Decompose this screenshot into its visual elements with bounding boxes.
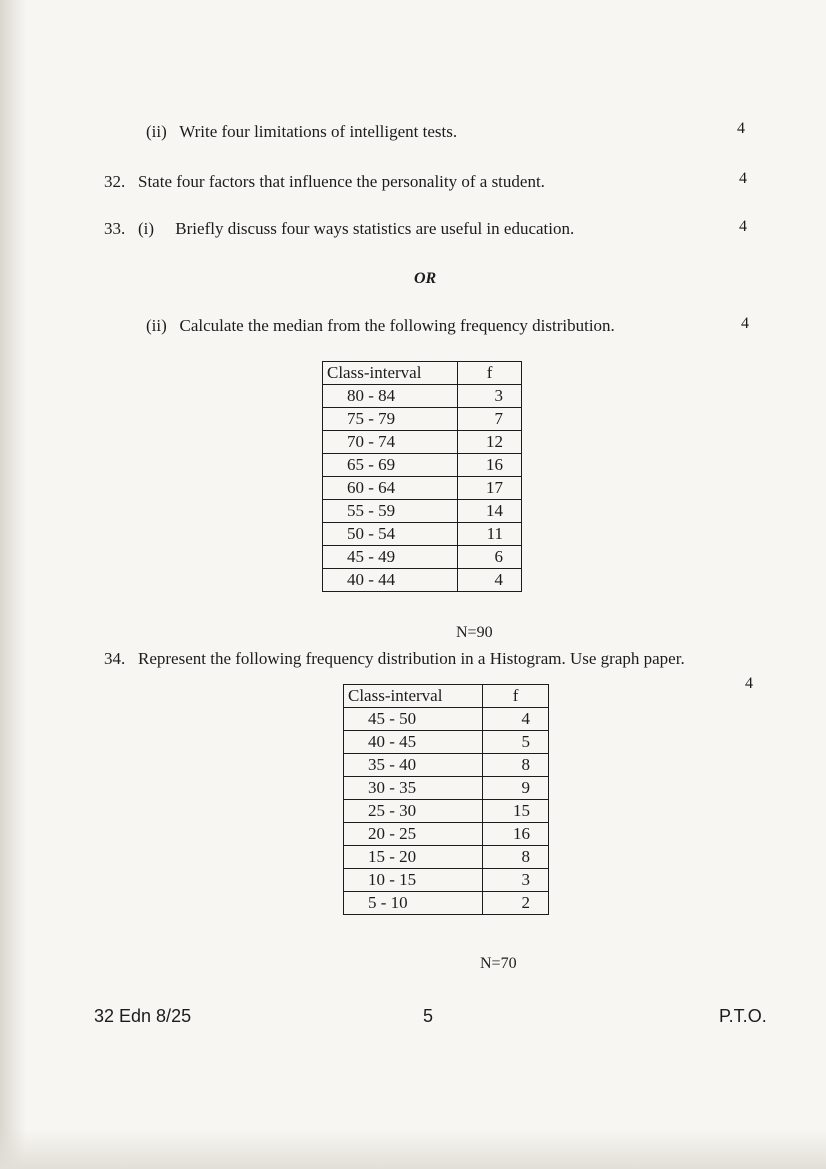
frequency-cell: 15 bbox=[483, 800, 549, 823]
column-header: Class-interval bbox=[323, 362, 458, 385]
frequency-cell: 5 bbox=[483, 731, 549, 754]
question-31-ii bbox=[146, 122, 457, 142]
class-interval-cell: 50 - 54 bbox=[323, 523, 458, 546]
class-interval-cell: 60 - 64 bbox=[323, 477, 458, 500]
part-label: (ii) bbox=[146, 122, 167, 141]
table-row bbox=[323, 569, 522, 592]
question-33-ii bbox=[146, 316, 615, 336]
table-row bbox=[323, 454, 522, 477]
question-32 bbox=[104, 172, 545, 192]
page-shadow bbox=[0, 0, 26, 1169]
table-row bbox=[344, 708, 549, 731]
total-frequency: N=70 bbox=[480, 955, 517, 972]
frequency-table-median bbox=[322, 361, 522, 592]
frequency-cell: 4 bbox=[458, 569, 522, 592]
page-number: 5 bbox=[423, 1006, 434, 1026]
question-text: Calculate the median from the following frequency distribution. bbox=[179, 316, 615, 335]
frequency-table-histogram bbox=[343, 684, 549, 915]
frequency-cell: 6 bbox=[458, 546, 522, 569]
class-interval-cell: 45 - 49 bbox=[323, 546, 458, 569]
marks: 4 bbox=[741, 315, 749, 332]
table-row bbox=[323, 385, 522, 408]
table-row bbox=[323, 431, 522, 454]
column-header: f bbox=[483, 685, 549, 708]
frequency-cell: 9 bbox=[483, 777, 549, 800]
please-turn-over: P.T.O. bbox=[719, 1006, 767, 1026]
class-interval-cell: 20 - 25 bbox=[344, 823, 483, 846]
or-label: OR bbox=[414, 270, 437, 287]
paper-code: 32 Edn 8/25 bbox=[94, 1006, 192, 1026]
marks: 4 bbox=[737, 120, 745, 137]
class-interval-cell: 15 - 20 bbox=[344, 846, 483, 869]
part-label: (i) bbox=[138, 219, 155, 238]
class-interval-cell: 55 - 59 bbox=[323, 500, 458, 523]
class-interval-cell: 10 - 15 bbox=[344, 869, 483, 892]
table-row bbox=[323, 408, 522, 431]
frequency-cell: 11 bbox=[458, 523, 522, 546]
question-33-i bbox=[104, 219, 574, 239]
class-interval-cell: 25 - 30 bbox=[344, 800, 483, 823]
frequency-cell: 3 bbox=[458, 385, 522, 408]
table-row bbox=[323, 546, 522, 569]
frequency-cell: 14 bbox=[458, 500, 522, 523]
table-row bbox=[344, 777, 549, 800]
class-interval-cell: 30 - 35 bbox=[344, 777, 483, 800]
table-row bbox=[344, 731, 549, 754]
question-text: Briefly discuss four ways statistics are useful in education. bbox=[175, 219, 575, 238]
question-34 bbox=[104, 649, 685, 669]
column-header: f bbox=[458, 362, 522, 385]
frequency-cell: 16 bbox=[458, 454, 522, 477]
class-interval-cell: 80 - 84 bbox=[323, 385, 458, 408]
class-interval-cell: 40 - 45 bbox=[344, 731, 483, 754]
class-interval-cell: 45 - 50 bbox=[344, 708, 483, 731]
page-shadow-bottom bbox=[0, 1129, 826, 1169]
frequency-cell: 8 bbox=[483, 846, 549, 869]
table-row bbox=[323, 500, 522, 523]
table-row bbox=[323, 523, 522, 546]
table-header-row bbox=[323, 362, 522, 385]
question-text: State four factors that influence the personality of a student. bbox=[138, 172, 545, 191]
table-row bbox=[344, 869, 549, 892]
table-row bbox=[323, 477, 522, 500]
frequency-cell: 17 bbox=[458, 477, 522, 500]
frequency-cell: 4 bbox=[483, 708, 549, 731]
frequency-cell: 3 bbox=[483, 869, 549, 892]
table-row bbox=[344, 846, 549, 869]
marks: 4 bbox=[745, 675, 753, 692]
class-interval-cell: 5 - 10 bbox=[344, 892, 483, 915]
marks: 4 bbox=[739, 170, 747, 187]
question-number: 32. bbox=[104, 172, 126, 191]
class-interval-cell: 75 - 79 bbox=[323, 408, 458, 431]
table-row bbox=[344, 892, 549, 915]
question-text: Write four limitations of intelligent tests. bbox=[179, 122, 458, 141]
column-header: Class-interval bbox=[344, 685, 483, 708]
part-label: (ii) bbox=[146, 316, 167, 335]
table-row bbox=[344, 754, 549, 777]
table-row bbox=[344, 800, 549, 823]
frequency-cell: 12 bbox=[458, 431, 522, 454]
class-interval-cell: 70 - 74 bbox=[323, 431, 458, 454]
frequency-cell: 16 bbox=[483, 823, 549, 846]
class-interval-cell: 40 - 44 bbox=[323, 569, 458, 592]
class-interval-cell: 65 - 69 bbox=[323, 454, 458, 477]
class-interval-cell: 35 - 40 bbox=[344, 754, 483, 777]
table-header-row bbox=[344, 685, 549, 708]
question-number: 33. bbox=[104, 219, 126, 238]
frequency-cell: 7 bbox=[458, 408, 522, 431]
question-text: Represent the following frequency distribution in a Histogram. Use graph paper. bbox=[138, 649, 685, 668]
frequency-cell: 8 bbox=[483, 754, 549, 777]
frequency-cell: 2 bbox=[483, 892, 549, 915]
total-frequency: N=90 bbox=[456, 624, 493, 641]
table-row bbox=[344, 823, 549, 846]
marks: 4 bbox=[739, 218, 747, 235]
question-number: 34. bbox=[104, 649, 126, 668]
